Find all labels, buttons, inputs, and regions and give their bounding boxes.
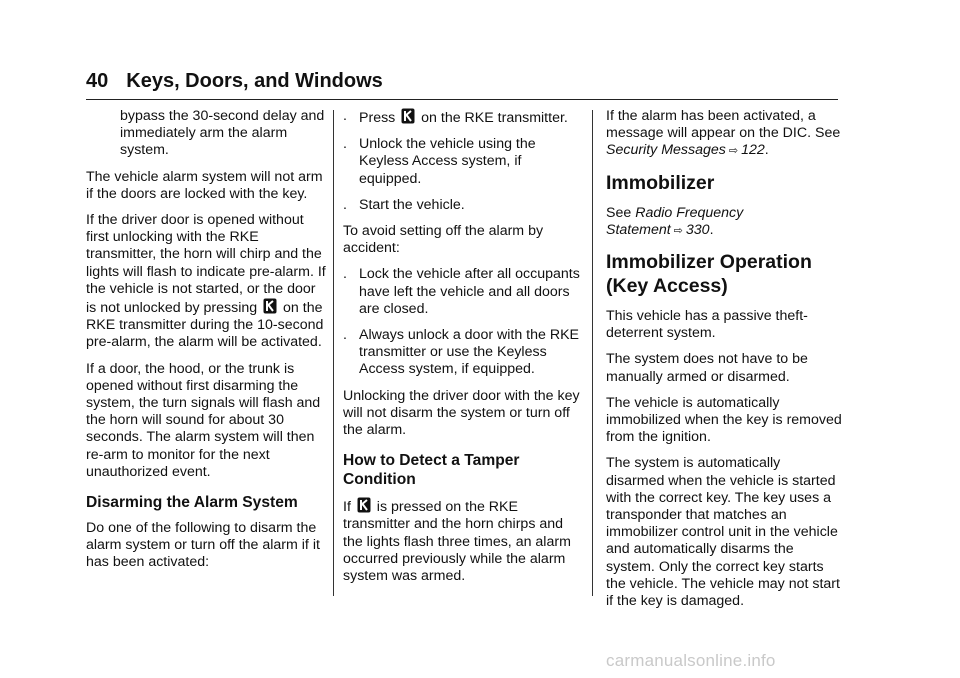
paragraph: If a door, the hood, or the trunk is opened without first disarming the system, the turn signals will flash and the horn will sound for about 30 seconds. The alarm system will then re-arm to monitor for the next unauthorized event. [86,360,321,480]
list-item-text: Always unlock a door with the RKE transmitter or use the Keyless Access system, if equipped. [359,327,580,378]
text: See [606,204,632,221]
column-1 [86,108,326,581]
paragraph: The vehicle alarm system will not arm if the doors are locked with the key. [86,168,323,202]
page-number: 40 [86,70,109,92]
paragraph [606,108,842,161]
paragraph-continued: bypass the 30-second delay and immediately arm the alarm system. [120,108,325,159]
paragraph: The vehicle is automatically immobilized when the key is removed from the ignition. [606,394,842,446]
paragraph [343,497,583,585]
subheading: How to Detect a Tamper Condition [343,452,520,489]
text: If the driver door is opened without first unlocking with the RKE transmitter, the horn will chirp and the lights will flash to indicate pre-alarm. If the vehicle is not started, or the door is not unlocked by pressing [86,212,326,317]
paragraph [86,212,326,352]
bullet: . [343,196,347,213]
section-heading: Immobilizer Operation (Key Access) [606,251,812,298]
page-header [86,70,838,93]
text: on the RKE transmitter. [421,110,568,126]
text: is pressed on the RKE transmitter and the horn chirps and the lights flash three times, an alarm occurred previously while the alarm system was armed. [343,499,571,585]
cross-reference-link[interactable]: Radio Frequency Statement ⇨ 330. [606,204,744,238]
section-title: Keys, Doors, and Windows [126,70,383,92]
paragraph: This vehicle has a passive theft-deterrent system. [606,308,808,342]
column-2 [343,108,583,594]
unlock-key-icon [357,497,371,513]
section-heading: Immobilizer [606,171,715,194]
paragraph: The system is automatically disarmed when the vehicle is started with the correct key. The key uses a transponder that matches an immobilizer control unit in the vehicle and automatically disarms the system. Only the correct key starts the vehicle. The vehicle may not start if the key is damaged. [606,455,840,610]
reference-title: Radio Frequency Statement [606,204,744,238]
bullet: . [343,108,347,124]
list-item [343,327,583,379]
column-divider [333,110,334,596]
reference-page: 122 [741,142,765,159]
watermark: carmanualsonline.info [606,651,776,670]
bullet: . [343,136,347,153]
paragraph: Unlocking the driver door with the key will not disarm the system or turn off the alarm. [343,387,580,439]
list-item [343,197,583,214]
column-3 [606,108,842,619]
text: Press [359,110,396,126]
list-item [343,108,583,127]
bullet: . [343,266,347,283]
unlock-key-icon [263,298,277,314]
page-arrow-icon: ⇨ [673,224,683,237]
text: If the alarm has been activated, a message will appear on the DIC. [606,108,816,142]
paragraph: Do one of the following to disarm the alarm system or turn off the alarm if it has been activated: [86,520,320,571]
list-item-text: Unlock the vehicle using the Keyless Access system, if equipped. [359,136,536,187]
text: If [343,499,351,516]
reference-page: 330 [685,221,710,238]
reference-title: Security Messages [606,142,726,159]
list-item [343,266,583,318]
unlock-key-icon [401,108,415,124]
bullet: . [343,327,347,344]
text: on the RKE transmitter during the 10-second pre-alarm, the alarm will be activated. [86,300,324,351]
list-item [343,136,583,188]
paragraph: To avoid setting off the alarm by accident: [343,223,544,257]
header-rule [86,99,838,100]
list-item-text: Start the vehicle. [359,196,465,213]
page-arrow-icon: ⇨ [728,145,739,158]
paragraph [606,205,842,240]
column-divider [592,110,593,596]
list-item-text [359,108,583,127]
paragraph: The system does not have to be manually armed or disarmed. [606,351,808,385]
subheading: Disarming the Alarm System [86,494,298,512]
text: See [815,125,841,142]
list-item-text: Lock the vehicle after all occupants have left the vehicle and all doors are closed. [359,266,580,317]
cross-reference-link[interactable]: Security Messages ⇨ 122. [606,142,769,159]
